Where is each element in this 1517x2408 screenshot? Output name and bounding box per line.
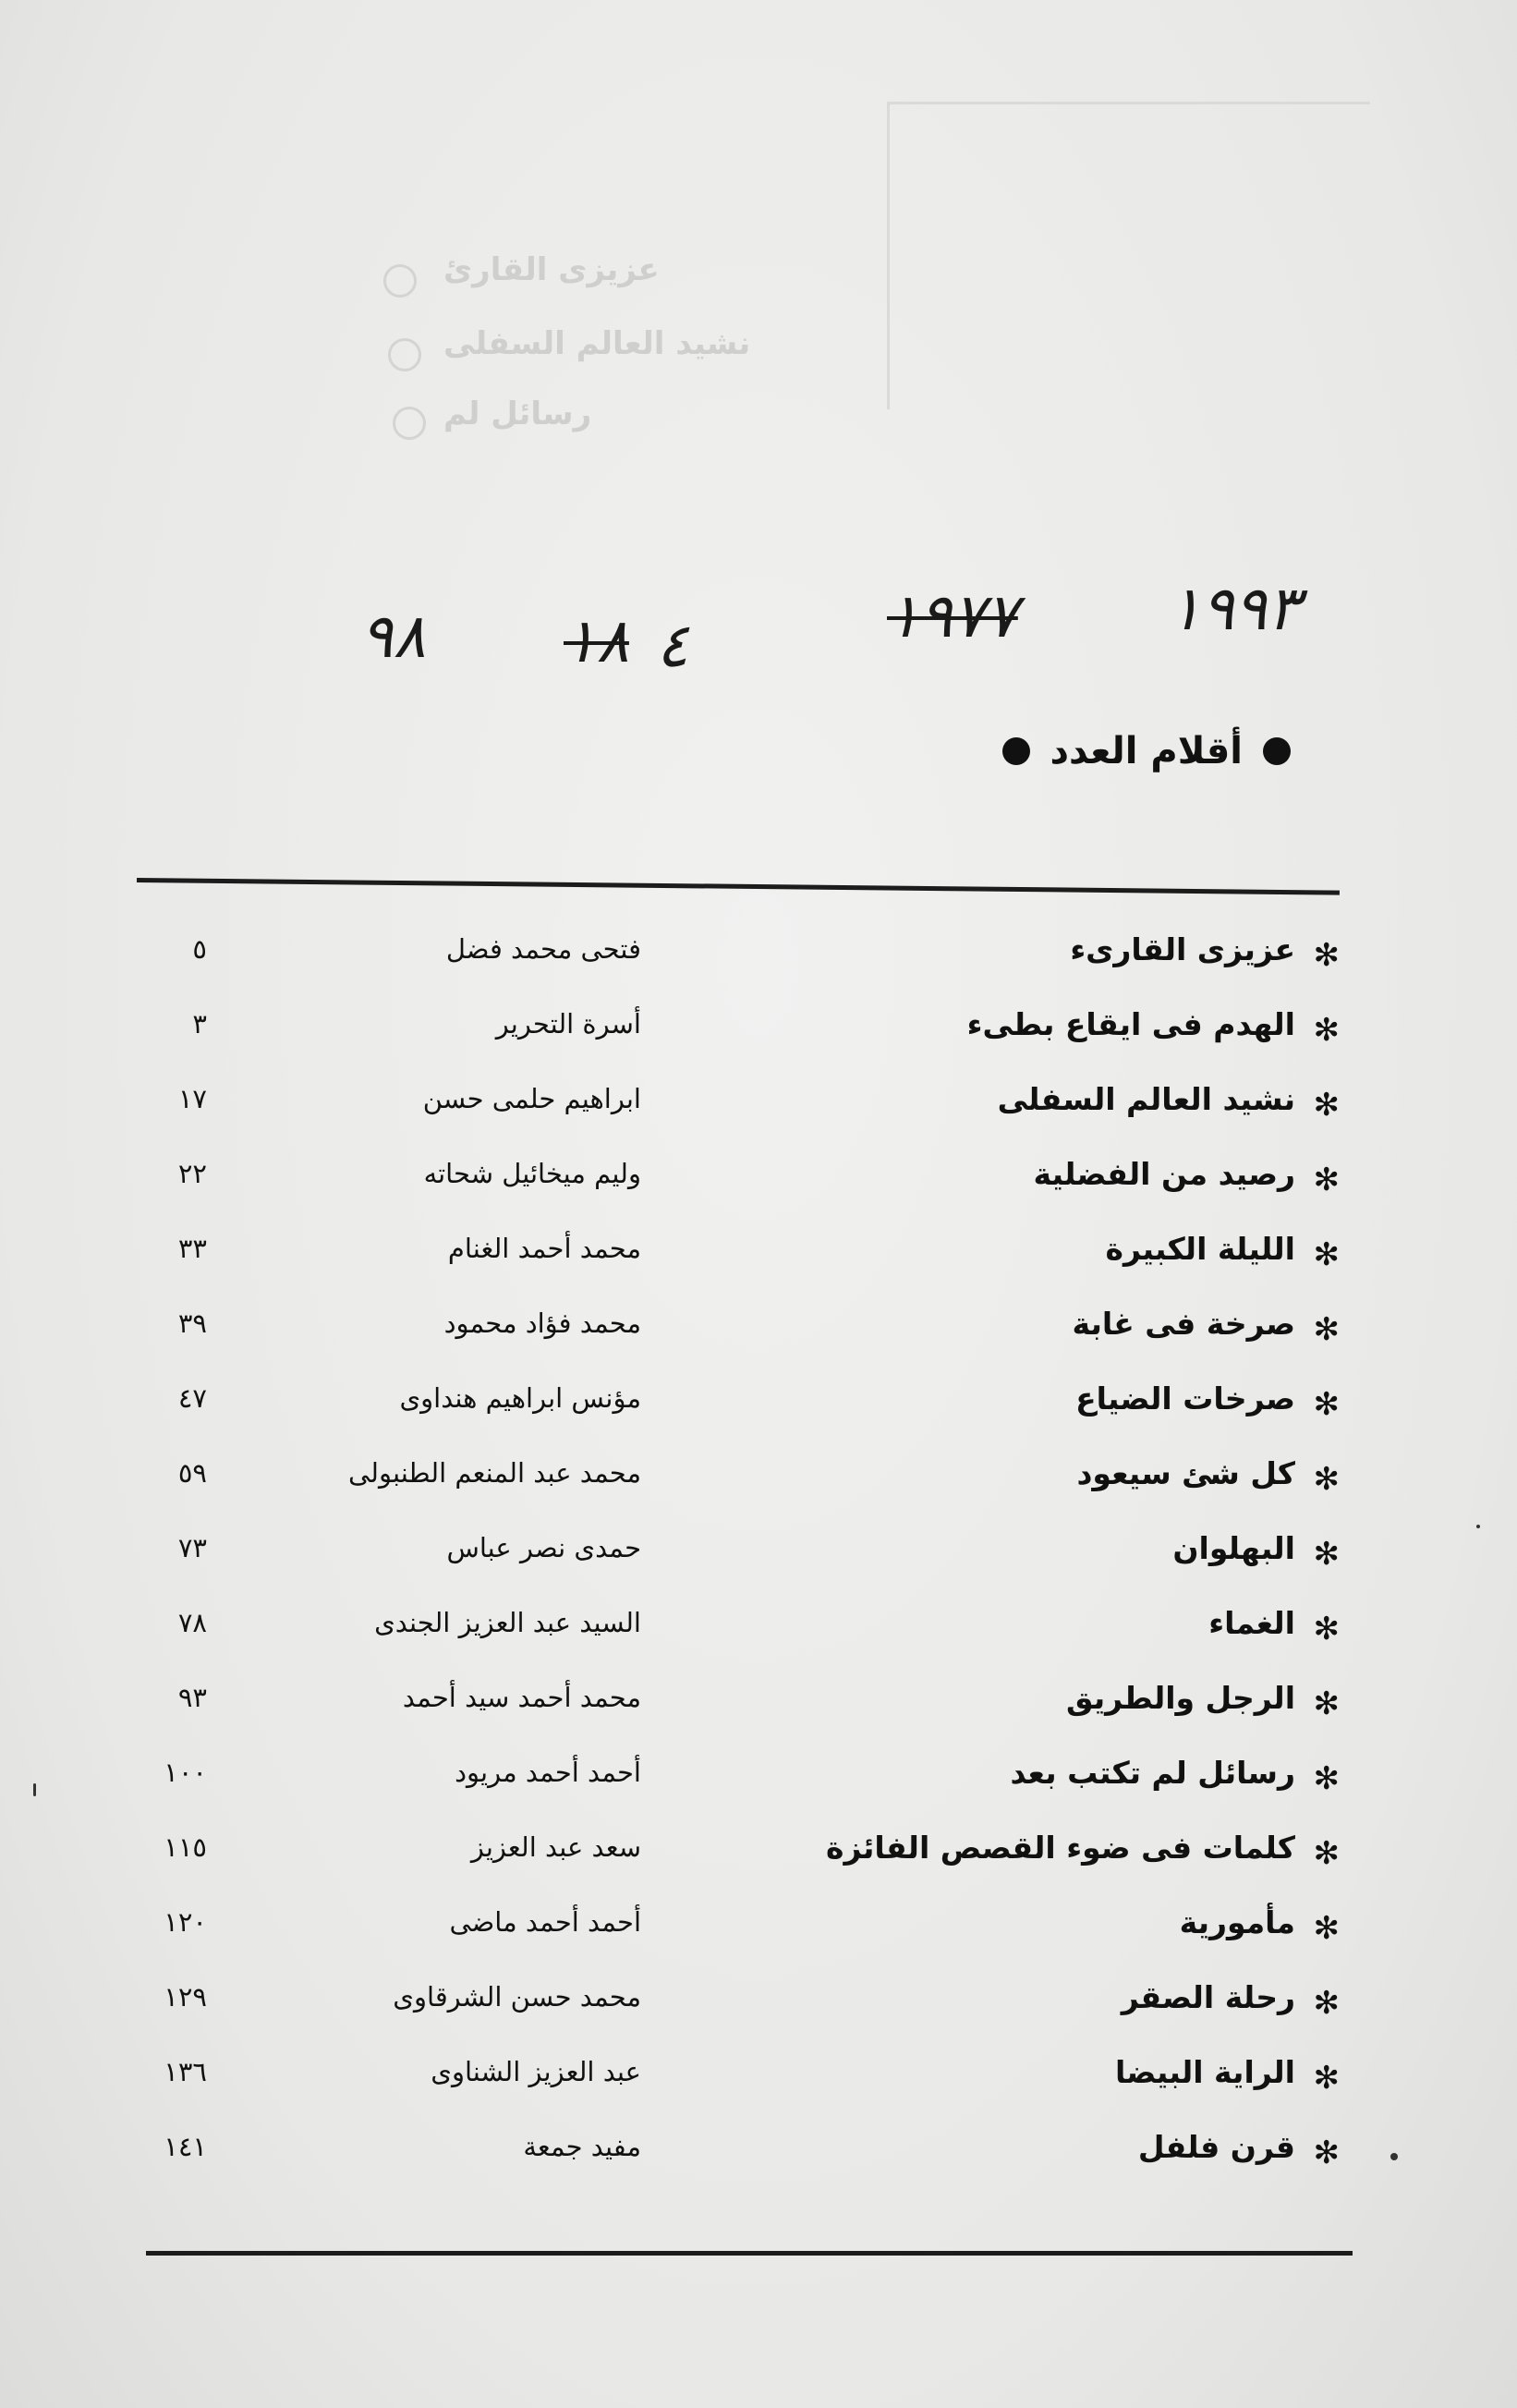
asterisk-icon: ✻ <box>1313 2134 1340 2171</box>
list-item <box>0 1972 1517 2037</box>
item-title: الغماء <box>1208 1605 1295 1641</box>
bleed-through-text: عزيزى القارئ <box>443 251 660 288</box>
bleed-through-bullet-icon <box>388 338 421 371</box>
asterisk-icon: ✻ <box>1313 1910 1340 1947</box>
item-author: السيد عبد العزيز الجندى <box>374 1607 641 1638</box>
item-page-number: ١٧ <box>177 1083 207 1114</box>
item-page-number: ٣٩ <box>177 1307 207 1339</box>
item-title: نشيد العالم السفلى <box>997 1081 1295 1117</box>
bleed-through-bullet-icon <box>393 407 426 440</box>
item-author: مفيد جمعة <box>523 2131 641 2162</box>
item-author: فتحى محمد فضل <box>445 933 641 965</box>
scan-speck <box>33 1783 36 1796</box>
asterisk-icon: ✻ <box>1313 1685 1340 1722</box>
item-page-number: ١٢٩ <box>164 1981 207 2013</box>
item-author: ابراهيم حلمى حسن <box>422 1083 641 1114</box>
item-title: صرخات الضياع <box>1075 1380 1295 1417</box>
handwritten-year: ١٩٧٧ <box>887 580 1018 651</box>
bleed-through-text: نشيد العالم السفلى <box>443 325 751 362</box>
item-author: أحمد أحمد مريود <box>455 1757 641 1788</box>
item-page-number: ٣٣ <box>177 1233 207 1264</box>
item-page-number: ٢٢ <box>177 1158 207 1189</box>
item-page-number: ٥ <box>192 933 207 965</box>
list-item <box>0 1523 1517 1587</box>
asterisk-icon: ✻ <box>1313 1760 1340 1797</box>
bleed-through-frame <box>887 102 1370 409</box>
list-item <box>0 1747 1517 1812</box>
scan-speck <box>1476 1525 1480 1528</box>
asterisk-icon: ✻ <box>1313 1386 1340 1423</box>
item-title: كلمات فى ضوء القصص الفائزة <box>826 1830 1295 1866</box>
item-title: صرخة فى غابة <box>1072 1306 1295 1342</box>
bullet-icon <box>1002 737 1030 765</box>
handwritten-number-middle-a: ١٨ <box>564 605 629 676</box>
item-page-number: ٧٨ <box>177 1607 207 1638</box>
item-title: الهدم فى ايقاع بطىء <box>966 1006 1295 1042</box>
asterisk-icon: ✻ <box>1313 1236 1340 1273</box>
item-author: وليم ميخائيل شحاته <box>423 1158 641 1189</box>
asterisk-icon: ✻ <box>1313 2060 1340 2097</box>
item-author: محمد عبد المنعم الطنبولى <box>347 1457 641 1489</box>
asterisk-icon: ✻ <box>1313 1461 1340 1498</box>
item-page-number: ٧٣ <box>177 1532 207 1563</box>
item-page-number: ١١٥ <box>164 1831 207 1863</box>
list-item <box>0 1373 1517 1438</box>
item-author: محمد حسن الشرقاوى <box>393 1981 641 2013</box>
item-author: حمدى نصر عباس <box>446 1532 641 1563</box>
asterisk-icon: ✻ <box>1313 1985 1340 2022</box>
list-item <box>0 1448 1517 1513</box>
item-title: البهلوان <box>1172 1530 1295 1566</box>
item-page-number: ١٣٦ <box>164 2056 207 2087</box>
scan-speck <box>1390 2153 1398 2160</box>
list-item <box>0 1598 1517 1662</box>
list-item <box>0 1074 1517 1138</box>
item-author: مؤنس ابراهيم هنداوى <box>399 1382 641 1414</box>
asterisk-icon: ✻ <box>1313 1835 1340 1872</box>
item-page-number: ١٢٠ <box>164 1906 207 1938</box>
bleed-through-bullet-icon <box>383 264 417 298</box>
item-title: الرجل والطريق <box>1066 1680 1295 1716</box>
handwritten-id-number: ١٩٩٣ <box>1169 573 1300 644</box>
asterisk-icon: ✻ <box>1313 1311 1340 1348</box>
list-item <box>0 999 1517 1064</box>
list-item <box>0 1672 1517 1737</box>
item-page-number: ٣ <box>192 1008 207 1040</box>
item-author: أسرة التحرير <box>495 1008 641 1040</box>
item-page-number: ١٤١ <box>164 2131 207 2162</box>
item-title: عزيزى القارىء <box>1070 931 1295 967</box>
item-author: محمد أحمد الغنام <box>447 1233 641 1264</box>
item-title: كل شئ سيعود <box>1076 1455 1295 1491</box>
list-item <box>0 924 1517 989</box>
item-title: رحلة الصقر <box>1121 1979 1295 2015</box>
item-title: رصيد من الفضلية <box>1033 1156 1295 1192</box>
asterisk-icon: ✻ <box>1313 1611 1340 1648</box>
asterisk-icon: ✻ <box>1313 1536 1340 1573</box>
item-title: مأمورية <box>1179 1904 1295 1940</box>
item-page-number: ٩٣ <box>177 1682 207 1713</box>
item-page-number: ٤٧ <box>177 1382 207 1414</box>
handwritten-number-middle-b: ٤ <box>656 610 689 681</box>
section-header <box>1002 730 1291 772</box>
list-item <box>0 1822 1517 1887</box>
list-item <box>0 1149 1517 1213</box>
item-page-number: ٥٩ <box>177 1457 207 1489</box>
asterisk-icon: ✻ <box>1313 1161 1340 1198</box>
list-item <box>0 1897 1517 1962</box>
list-item <box>0 1223 1517 1288</box>
item-page-number: ١٠٠ <box>164 1757 207 1788</box>
bullet-icon <box>1263 737 1291 765</box>
item-author: سعد عبد العزيز <box>470 1831 641 1863</box>
item-author: أحمد أحمد ماضى <box>449 1906 641 1938</box>
asterisk-icon: ✻ <box>1313 1087 1340 1124</box>
handwritten-number-left: ٩٨ <box>360 601 426 672</box>
list-item <box>0 1298 1517 1363</box>
list-item <box>0 2122 1517 2186</box>
item-title: رسائل لم تكتب بعد <box>1010 1755 1295 1791</box>
item-title: الراية البيضا <box>1115 2054 1295 2090</box>
bleed-through-text: رسائل لم <box>443 395 592 432</box>
asterisk-icon: ✻ <box>1313 1012 1340 1049</box>
item-author: محمد أحمد سيد أحمد <box>402 1682 641 1713</box>
item-title: الليلة الكبيرة <box>1105 1231 1295 1267</box>
top-divider <box>137 878 1340 895</box>
list-item <box>0 2047 1517 2111</box>
section-title: أقلام العدد <box>1050 730 1243 772</box>
item-title: قرن فلفل <box>1137 2129 1295 2165</box>
item-author: عبد العزيز الشناوى <box>431 2056 641 2087</box>
item-author: محمد فؤاد محمود <box>443 1307 641 1339</box>
bottom-divider <box>146 2251 1353 2256</box>
asterisk-icon: ✻ <box>1313 937 1340 974</box>
